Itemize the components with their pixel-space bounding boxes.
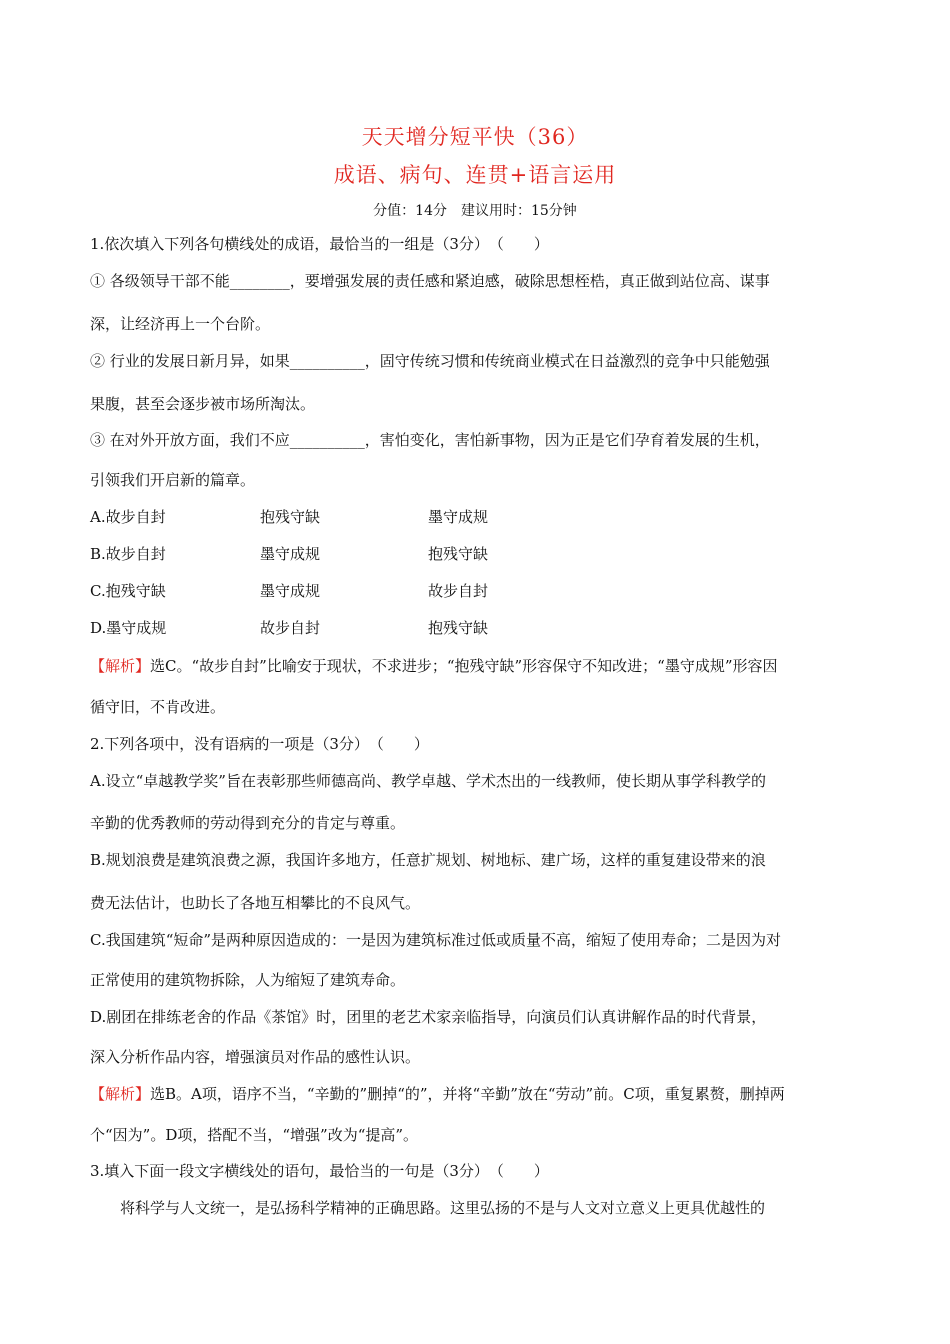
page-subtitle: 成语、病句、连贯+语言运用: [333, 163, 617, 187]
page-title: 天天增分短平快（36）: [361, 125, 589, 149]
q1-sentence1-line2: 深，让经济再上一个台阶。: [90, 315, 271, 333]
score-time-meta: 分值：14分 建议用时：15分钟: [373, 203, 577, 219]
q1-option-b: [90, 543, 865, 564]
q2-option-b-line2: 费无法估计，也助长了各地互相攀比的不良风气。: [90, 894, 421, 912]
option-cell: 故步自封: [428, 582, 489, 600]
analysis-text: 选C。“故步自封”比喻安于现状，不求进步；“抱残守缺”形容保守不知改进；“墨守成规”形容因: [150, 657, 778, 675]
q1-option-c: [90, 580, 865, 601]
q2-analysis-line2: 个“因为”。D项，搭配不当，“增强”改为“提高”。: [90, 1126, 419, 1144]
option-cell: A.故步自封: [90, 508, 166, 526]
q2-analysis-line1: [90, 1083, 865, 1104]
q1-sentence2-line1: ② 行业的发展日新月异，如果__________，固守传统习惯和传统商业模式在日益激烈的竞争中只能勉强: [90, 352, 770, 370]
q1-sentence2-line2: 果腹，甚至会逐步被市场所淘汰。: [90, 395, 316, 413]
q1-stem: 1.依次填入下列各句横线处的成语，最恰当的一组是（3分） （ ）: [90, 235, 549, 253]
option-cell: C.抱残守缺: [90, 582, 166, 600]
q2-option-d-line2: 深入分析作品内容，增强演员对作品的感性认识。: [90, 1048, 421, 1066]
q1-sentence3-line1: ③ 在对外开放方面，我们不应__________，害怕变化，害怕新事物，因为正是它们孕育着发展的生机，: [90, 431, 770, 449]
option-cell: 墨守成规: [428, 508, 489, 526]
q1-analysis-line1: [90, 655, 865, 676]
q1-sentence3-line2: 引领我们开启新的篇章。: [90, 471, 256, 489]
q1-option-d: [90, 617, 865, 638]
q2-option-b-line1: B.规划浪费是建筑浪费之源，我国许多地方，任意扩规划、树地标、建广场，这样的重复建设带来的浪: [90, 851, 766, 869]
analysis-tag: 【解析】: [90, 1085, 151, 1103]
option-cell: 墨守成规: [260, 582, 321, 600]
option-cell: 墨守成规: [260, 545, 321, 563]
q3-passage-line1: 将科学与人文统一，是弘扬科学精神的正确思路。这里弘扬的不是与人文对立意义上更具优越性的: [90, 1199, 766, 1217]
q3-stem: 3.填入下面一段文字横线处的语句，最恰当的一句是（3分） （ ）: [90, 1162, 549, 1180]
analysis-tag: 【解析】: [90, 657, 151, 675]
option-cell: D.墨守成规: [90, 619, 167, 637]
option-cell: 抱残守缺: [428, 545, 489, 563]
q1-option-a: [90, 506, 865, 527]
q2-option-c-line2: 正常使用的建筑物拆除，人为缩短了建筑寿命。: [90, 971, 406, 989]
q2-option-d-line1: D.剧团在排练老舍的作品《茶馆》时，团里的老艺术家亲临指导，向演员们认真讲解作品的时代背景，: [90, 1008, 767, 1026]
option-cell: B.故步自封: [90, 545, 166, 563]
option-cell: 抱残守缺: [428, 619, 489, 637]
q2-option-a-line2: 辛勤的优秀教师的劳动得到充分的肯定与尊重。: [90, 814, 406, 832]
q2-option-c-line1: C.我国建筑“短命”是两种原因造成的：一是因为建筑标准过低或质量不高，缩短了使用寿命；二是因为对: [90, 931, 782, 949]
q2-stem: 2.下列各项中，没有语病的一项是（3分） （ ）: [90, 735, 429, 753]
option-cell: 故步自封: [260, 619, 321, 637]
analysis-text: 选B。A项，语序不当，“辛勤的”删掉“的”，并将“辛勤”放在“劳动”前。C项，重复累赘，删掉两: [150, 1085, 785, 1103]
q1-analysis-line2: 循守旧，不肯改进。: [90, 698, 226, 716]
option-cell: 抱残守缺: [260, 508, 321, 526]
q1-sentence1-line1: ① 各级领导干部不能________，要增强发展的责任感和紧迫感，破除思想桎梏，真正做到站位高、谋事: [90, 272, 770, 290]
q2-option-a-line1: A.设立“卓越教学奖”旨在表彰那些师德高尚、教学卓越、学术杰出的一线教师，使长期从事学科教学的: [90, 772, 766, 790]
